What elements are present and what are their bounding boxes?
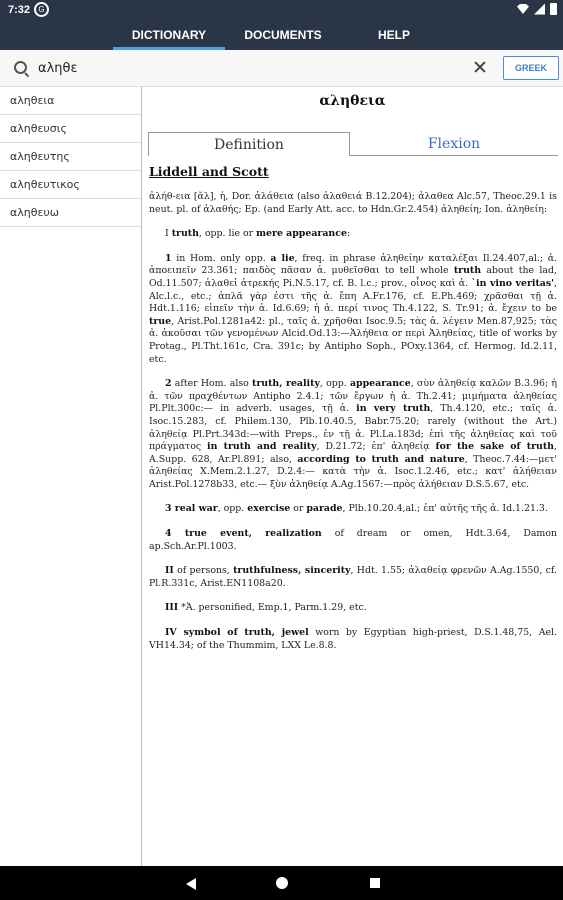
status-bar <box>0 0 563 20</box>
list-item[interactable]: αληθευω <box>0 199 141 227</box>
system-nav-bar <box>0 866 563 900</box>
list-item[interactable]: αληθευτης <box>0 143 141 171</box>
sense-I: I truth, opp. lie or mere appearance: <box>165 228 351 240</box>
tab-flexion[interactable]: Flexion <box>350 132 558 156</box>
status-time: 7:32 <box>8 4 31 16</box>
tab-definition[interactable]: Definition <box>148 132 350 156</box>
search-bar <box>0 50 563 87</box>
dictionary-source: Liddell and Scott <box>149 164 269 179</box>
sense-3: 3 real war, opp. exercise or parade, Plb.10.20.4,al.; ἐπ' αὐτῆς τῆς ἀ. Id.1.21.3. <box>165 503 548 515</box>
tab-dictionary[interactable]: DICTIONARY <box>113 20 225 50</box>
entry-panel <box>142 87 563 866</box>
search-input[interactable] <box>38 58 458 78</box>
greek-keyboard-button[interactable]: GREEK <box>503 56 559 80</box>
tab-help[interactable]: HELP <box>377 28 410 42</box>
entry-body <box>149 191 557 664</box>
sense-1: 1 in Hom. only opp. a lie, freq. in phrase ἀληθείην καταλέξαι Il.24.407,al.; ἀ. ἀποειπεῖν 23.361; παιδὸς πᾶσαν ἀ. μυθεῖσθαι to tell whole truth about the lad, Od.11.507; ἀλαθεἰ ἀτρεκής Pi.N.5.17, cf. B. l.c.; prov., οἶνος καὶ ἀ. `in vino veritas', Alc.l.c., etc.; ἁπλᾶ γὰρ ἐστι τῆς ἀ. ἔπη A.Fr.176, cf. E.Ph.469; χρᾶσθαι τῇ ἀ. Hdt.1.116; εἰπεῖν τὴν ἀ. Id.6.69; ἡ ἀ. περί τινος Th.4.122, S. Tr.91; ἀ. ἔχειν to be true, Arist.Pol.1281a42: pl., ταῖς ἀ. χρῆσθαι Isoc.9.5; τὰς ἀ. λέγειν Men.87,925; τὰς ἀ. ἀκοῦσαι τῶν γενομένων Alcid.Od.13:—Ἀλήθεια or περὶ Ἀληθείας, title of works by Protag., Pl.Tht.161c, Cra. 391c; by Antipho Soph., POxy.1364, cf. Hermog. Id.2.11, etc. <box>149 252 557 365</box>
tab-documents[interactable]: DOCUMENTS <box>244 28 322 42</box>
list-item[interactable]: αληθεια <box>0 87 141 115</box>
google-icon: G <box>34 2 49 17</box>
battery-icon <box>550 3 557 15</box>
list-item[interactable]: αληθευτικος <box>0 171 141 199</box>
entry-headword: αληθεια <box>319 93 386 109</box>
system-icons <box>517 3 557 15</box>
list-item[interactable]: αληθευσις <box>0 115 141 143</box>
wifi-icon <box>517 4 529 14</box>
sense-IV: IV symbol of truth, jewel worn by Egyptian high-priest, D.S.1.48,75, Ael. VH14.34; of the Thummim, LXX Le.8.8. <box>149 627 557 651</box>
entry-head-line: ἀλήθ-εια [ᾰλ], ἡ, Dor. ἀλάθεια (also ἀλαθειά B.12.204); ἀλαθεα Alc.57, Theoc.29.1 is neut. pl. of ἀλαθής; Ep. (and Early Att. acc. to Hdn.Gr.2.454) ἀληθείη; Ion. ἀληθείη: <box>149 191 557 215</box>
sense-III: III *Ἀ. personified, Emp.1, Parm.1.29, etc. <box>165 602 367 614</box>
definition-tabs <box>148 132 558 156</box>
home-icon[interactable] <box>276 877 288 889</box>
sense-2: 2 after Hom. also truth, reality, opp. appearance, σὺν ἀληθείᾳ καλῶν B.3.96; ἡ ἀ. τῶν πραχθέντων Antipho 2.4.1; τῶν ἔργων ἡ ἀ. Th.2.41; μιμήματα ἀληθείας Pl.Plt.300c:— in adverb. usages, τῇ ἀ. in very truth, Th.4.120, etc.; ταῖς ἀ. Isoc.15.283, cf. Philem.130, Plb.10.40.5, Babr.75.20; rarely (without the Art.) ἀληθείᾳ Pl.Prt.343d:—with Preps., ἐν τῇ ἀ. Pl.La.183d; ἐπὶ τῆς ἀληθείας καὶ τοῦ πράγματος in truth and reality, D.21.72; ἐπ' ἀληθείᾳ for the sake of truth, A.Supp. 628, Ar.Pl.891; also, according to truth and nature, Theoc.7.44:—μετ' ἀληθείας X.Mem.2.1.27, D.2.4:— κατὰ τὴν ἀ. Isoc.1.2.46, etc.; κατ' ἀλήθειαν Arist.Pol.1278b33, etc.— ξὺν ἀληθείᾳ A.Ag.1567:—πρὸς ἀλήθειαν D.S.5.67, etc. <box>149 378 558 490</box>
signal-icon <box>534 4 545 15</box>
sense-4: 4 true event, realization of dream or omen, Hdt.3.64, Damon ap.Sch.Ar.Pl.1003. <box>149 528 557 552</box>
search-icon <box>14 61 27 74</box>
main-tab-bar <box>0 20 563 50</box>
word-list <box>0 87 142 866</box>
clear-icon[interactable] <box>472 59 488 75</box>
recents-icon[interactable] <box>370 878 380 888</box>
sense-II: II of persons, truthfulness, sincerity, Hdt. 1.55; ἀλαθείᾳ φρενῶν A.Ag.1550, cf. Pl.R.331c, Arist.EN1108a20. <box>149 565 557 589</box>
back-icon[interactable] <box>186 878 196 890</box>
